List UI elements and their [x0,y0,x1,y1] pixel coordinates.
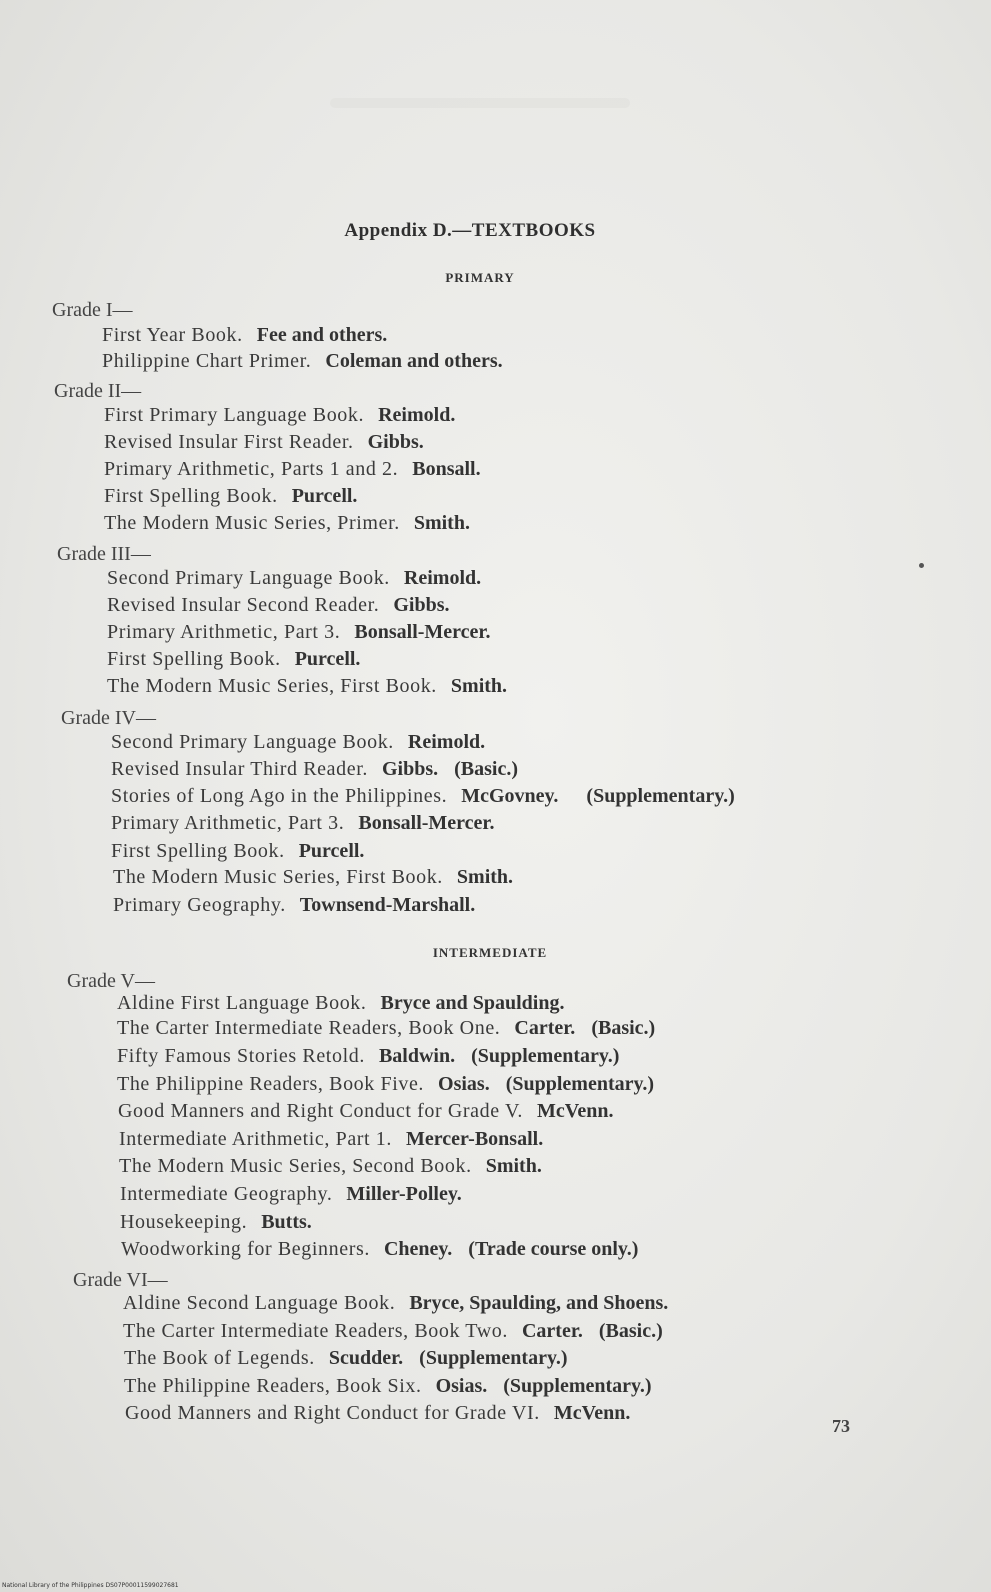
book-entry: The Modern Music Series, Primer. Smith. [104,512,470,534]
book-entry: Primary Arithmetic, Parts 1 and 2. Bonsall. [104,458,481,480]
book-entry: Revised Insular First Reader. Gibbs. [104,431,424,453]
book-entry: Good Manners and Right Conduct for Grade V. McVenn. [118,1100,614,1122]
book-entry: Intermediate Geography. Miller-Polley. [120,1183,462,1205]
book-entry: First Year Book. Fee and others. [102,324,388,346]
book-entry: Second Primary Language Book. Reimold. [111,731,486,753]
book-entry: Good Manners and Right Conduct for Grade VI. McVenn. [125,1402,631,1424]
faint-bleed-through [330,98,630,108]
book-entry: Aldine First Language Book. Bryce and Spaulding. [117,992,565,1014]
book-entry: The Modern Music Series, First Book. Smith. [113,866,514,888]
book-entry: First Spelling Book. Purcell. [107,648,361,670]
book-entry: Stories of Long Ago in the Philippines. McGovney. (Supplementary.) [111,785,735,807]
book-entry: The Philippine Readers, Book Five. Osias. (Supplementary.) [117,1073,655,1095]
grade-heading: Grade III— [57,543,151,565]
grade-heading: Grade V— [67,970,155,992]
book-entry: Primary Geography. Townsend-Marshall. [113,894,476,916]
book-entry: Philippine Chart Primer. Coleman and others. [102,350,503,372]
book-entry: Second Primary Language Book. Reimold. [107,567,482,589]
book-entry: The Book of Legends. Scudder. (Supplementary.) [124,1347,568,1369]
book-entry: Primary Arithmetic, Part 3. Bonsall-Mercer. [107,621,491,643]
dust-speck [919,563,924,568]
page-title: Appendix D.—TEXTBOOKS [344,220,596,241]
section-heading-intermediate: INTERMEDIATE [432,945,548,960]
scan-footer-credit: National Library of the Philippines DS07P00011599027681 [2,1582,179,1589]
book-entry: Revised Insular Second Reader. Gibbs. [107,594,450,616]
book-entry: Revised Insular Third Reader. Gibbs. (Basic.) [111,758,519,780]
page-number: 73 [832,1416,850,1436]
grade-heading: Grade I— [52,299,133,321]
grade-heading: Grade IV— [61,707,156,729]
book-entry: Housekeeping. Butts. [120,1211,312,1233]
book-entry: The Modern Music Series, First Book. Smith. [107,675,508,697]
grade-heading: Grade VI— [73,1269,168,1291]
grade-heading: Grade II— [54,380,142,402]
book-entry: First Primary Language Book. Reimold. [104,404,456,426]
book-entry: The Carter Intermediate Readers, Book Two. Carter. (Basic.) [123,1320,663,1342]
book-entry: The Modern Music Series, Second Book. Smith. [119,1155,542,1177]
book-entry: Fifty Famous Stories Retold. Baldwin. (Supplementary.) [117,1045,620,1067]
book-entry: Intermediate Arithmetic, Part 1. Mercer-Bonsall. [119,1128,544,1150]
book-entry: First Spelling Book. Purcell. [111,840,365,862]
book-entry: The Philippine Readers, Book Six. Osias. (Supplementary.) [124,1375,652,1397]
section-heading-primary: PRIMARY [445,270,515,285]
book-entry: Primary Arithmetic, Part 3. Bonsall-Mercer. [111,812,495,834]
book-entry: The Carter Intermediate Readers, Book One. Carter. (Basic.) [117,1017,656,1039]
book-entry: First Spelling Book. Purcell. [104,485,358,507]
book-entry: Aldine Second Language Book. Bryce, Spaulding, and Shoens. [123,1292,669,1314]
book-entry: Woodworking for Beginners. Cheney. (Trade course only.) [121,1238,639,1260]
